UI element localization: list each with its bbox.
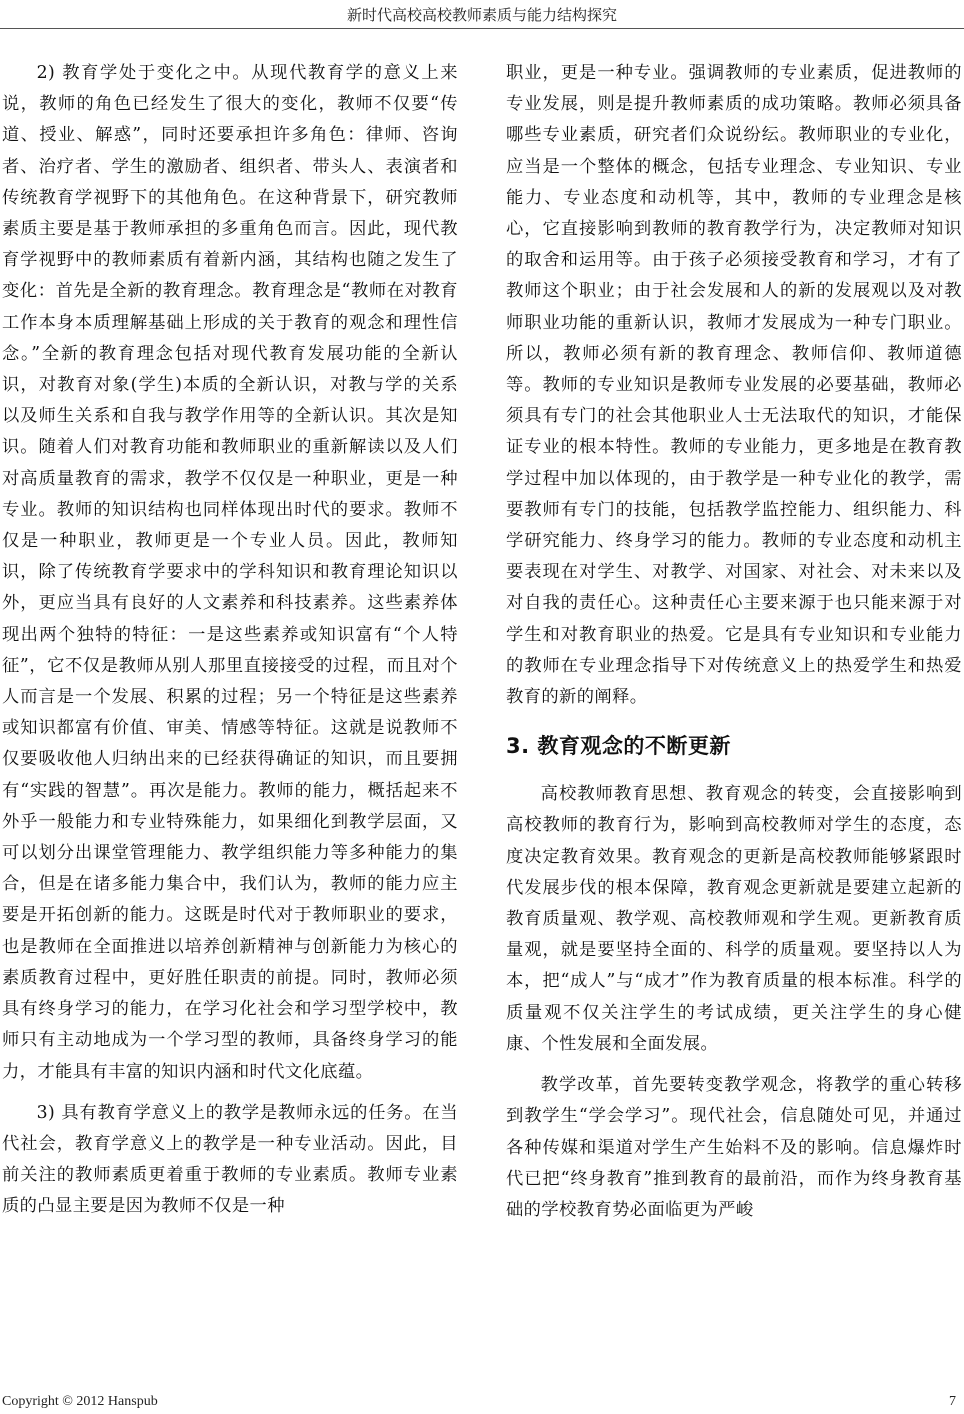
right-column xyxy=(506,58,962,1226)
body-paragraph: 高校教师教育思想、教育观念的转变，会直接影响到高校教师的教育行为，影响到高校教师对学生的态度，态度决定教育效果。教育观念的更新是高校教师能够紧跟时代发展步伐的根本保障，教育观念更新就是要建立起新的教育质量观、教学观、高校教师观和学生观。更新教育质量观，就是要坚持全面的、科学的质量观。要坚持以人为本，把“成人”与“成才”作为教育质量的根本标准。科学的质量观不仅关注学生的考试成绩，更关注学生的身心健康、个性发展和全面发展。 xyxy=(506,784,962,1054)
continued-paragraph: 职业，更是一种专业。强调教师的专业素质，促进教师的专业发展，则是提升教师素质的成功策略。教师必须具备哪些专业素质，研究者们众说纷纭。教师职业的专业化，应当是一个整体的概念，包括专业理念、专业知识、专业能力、专业态度和动机等，其中，教师的专业理念是核心，它直接影响到教师的教育教学行为，决定教师对知识的取舍和运用等。由于孩子必须接受教育和学习，才有了教师这个职业；由于社会发展和人的新的发展观以及对教师职业功能的重新认识，教师才发展成为一种专门职业。所以，教师必须有新的教育理念、教师信仰、教师道德等。教师的专业知识是教师专业发展的必要基础，教师必须具有专门的社会其他职业人士无法取代的知识，才能保证专业的根本特性。教师的专业能力，更多地是在教育教学过程中加以体现的，由于教学是一种专业化的教学，需要教师有专门的技能，包括教学监控能力、组织能力、科学研究能力、终身学习的能力。教师的专业态度和动机主要表现在对学生、对教学、对国家、对社会、对未来以及对自我的责任心。这种责任心主要来源于也只能来源于对学生和对教育职业的热爱。它是具有专业知识和专业能力的教师在专业理念指导下对传统意义上的热爱学生和热爱教育的新的阐释。 xyxy=(506,63,962,708)
body-paragraph: 2) 教育学处于变化之中。从现代教育学的意义上来说，教师的角色已经发生了很大的变化，教师不仅要“传道、授业、解惑”，同时还要承担许多角色：律师、咨询者、治疗者、学生的激励者、组织者、带头人、表演者和传统教育学视野下的其他角色。在这种背景下，研究教师素质主要是基于教师承担的多重角色而言。因此，现代教育学视野中的教师素质有着新内涵，其结构也随之发生了变化：首先是全新的教育理念。教育理念是“教师在对教育工作本身本质理解基础上形成的关于教育的观念和理性信念。”全新的教育理念包括对现代教育发展功能的全新认识，对教育对象(学生)本质的全新认识，对教与学的关系以及师生关系和自我与教学作用等的全新认识。其次是知识。随着人们对教育功能和教师职业的重新解读以及人们对高质量教育的需求，教学不仅仅是一种职业，更是一种专业。教师的知识结构也同样体现出时代的要求。教师不仅是一种职业，教师更是一个专业人员。因此，教师知识，除了传统教育学要求中的学科知识和教育理论知识以外，更应当具有良好的人文素养和科技素养。这些素养体现出两个独特的特征：一是这些素养或知识富有“个人特征”，它不仅是教师从别人那里直接接受的过程，而且对个人而言是一个发展、积累的过程；另一个特征是这些素养或知识都富有价值、审美、情感等特征。这就是说教师不仅要吸收他人归纳出来的已经获得确证的知识，而且要拥有“实践的智慧”。再次是能力。教师的能力，概括起来不外乎一般能力和专业特殊能力，如果细化到教学层面，又可以划分出课堂管理能力、教学组织能力等多种能力的集合，但是在诸多能力集合中，我们认为，教师的能力应主要是开拓创新的能力。这既是时代对于教师职业的要求，也是教师在全面推进以培养创新精神与创新能力为核心的素质教育过程中，更好胜任职责的前提。同时，教师必须具有终身学习的能力，在学习化社会和学习型学校中，教师只有主动地成为一个学习型的教师，具备终身学习的能力，才能具有丰富的知识内涵和时代文化底蕴。 xyxy=(2,63,458,1082)
header-rule xyxy=(0,28,964,29)
running-header: 新时代高校高校教师素质与能力结构探究 xyxy=(346,6,617,24)
body-paragraph: 教学改革，首先要转变教学观念，将教学的重心转移到教学生“学会学习”。现代社会，信息随处可见，并通过各种传媒和渠道对学生产生始料不及的影响。信息爆炸时代已把“终身教育”推到教育的最前沿，而作为终身教育基础的学校教育势必面临更为严峻 xyxy=(506,1075,962,1220)
copyright-notice: Copyright © 2012 Hanspub xyxy=(2,1394,158,1409)
page-number: 7 xyxy=(949,1394,956,1409)
left-column xyxy=(2,58,458,1223)
body-paragraph: 3) 具有教育学意义上的教学是教师永远的任务。在当代社会，教育学意义上的教学是一种专业活动。因此，目前关注的教师素质更着重于教师的专业素质。教师专业素质的凸显主要是因为教师不仅是一种 xyxy=(2,1102,458,1217)
section-heading: 3. 教育观念的不断更新 xyxy=(506,734,731,759)
page-footer xyxy=(0,1392,964,1412)
